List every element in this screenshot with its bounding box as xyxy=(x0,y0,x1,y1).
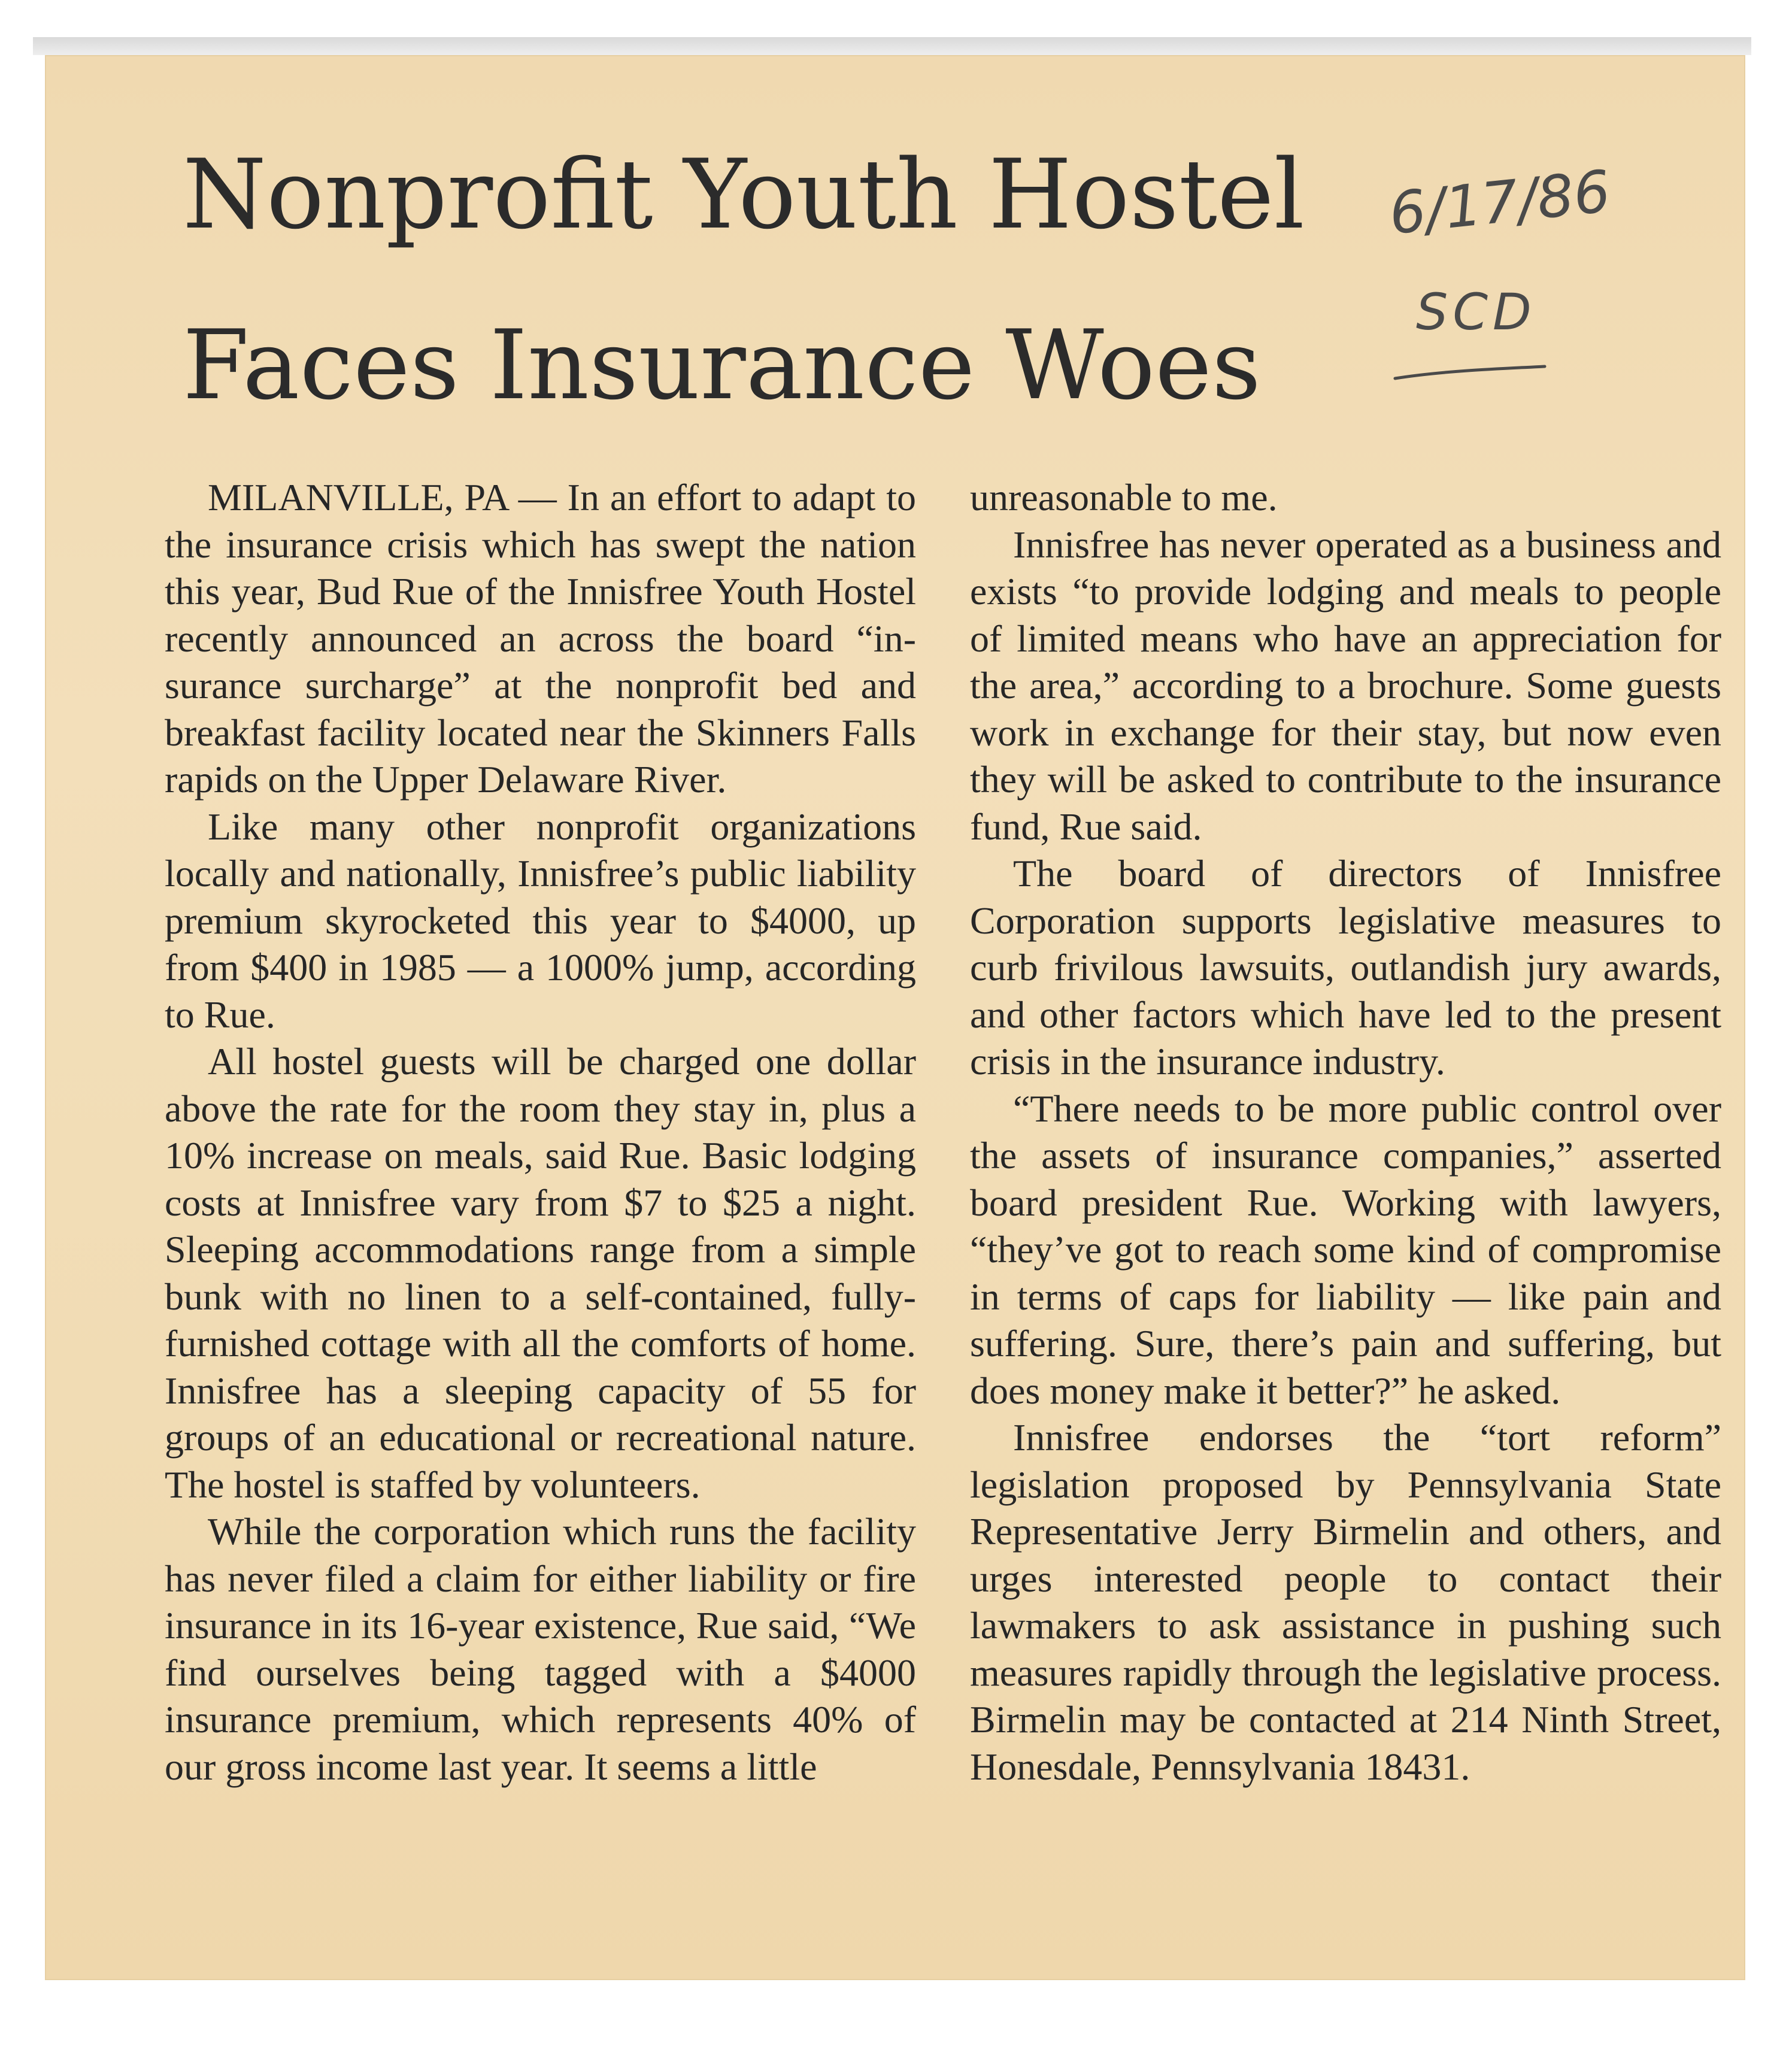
handwritten-initials: SCD xyxy=(1416,283,1536,341)
paragraph-continued: unreasonable to me. xyxy=(970,476,1278,519)
paragraph: The board of directors of Innisfree Corporation supports legislative measures to curb frivilous lawsuits, outlandish jury awards, and other factors which have led to the present crisis in the insurance industry. xyxy=(970,852,1721,1083)
newspaper-clipping xyxy=(45,55,1745,1980)
paragraph: While the corporation which runs the facility has never filed a claim for either liability or fire insurance in its 16-year existence, Rue said, “We find ourselves being tagged with a $4000 insurance premium, which represents 40% of our gross income last year. It seems a little xyxy=(165,1510,916,1788)
paragraph: “There needs to be more public control over the assets of insurance companies,” asserted board president Rue. Working with lawyers, “they’ve got to reach some kind of compromise in terms of caps for liability — like pain and suffering. Sure, there’s pain and suffering, but does money make it better?” he asked. xyxy=(970,1087,1721,1412)
paragraph: Like many other nonprofit organizations locally and nationally, Innisfree’s public liability premium skyrocketed this year to $4000, up from $400 in 1985 — a 1000% jump, according to Rue. xyxy=(165,805,916,1036)
headline-line-1: Nonprofit Youth Hostel xyxy=(183,138,1305,250)
paragraph: MILANVILLE, PA — In an effort to adapt to the insurance crisis which has swept the nation this year, Bud Rue of the Innisfree Youth Hostel recently announced an across the board “insurance surcharge” at the nonprofit bed and breakfast facility located near the Skinners Falls rapids on the Upper Delaware River. xyxy=(165,476,916,801)
article-column-right xyxy=(970,474,1721,1790)
headline-line-2: Faces Insurance Woes xyxy=(183,309,1262,421)
scanner-edge xyxy=(33,37,1751,55)
handwritten-underline-icon xyxy=(1392,360,1548,384)
article-column-left xyxy=(165,474,916,1790)
headline xyxy=(183,109,1380,450)
paragraph: Innisfree has never operated as a business and exists “to provide lodging and meals to people of limited means who have an appreciation for the area,” according to a brochure. Some guests work in exchange for their stay, but now even they will be asked to contribute to the insurance fund, Rue said. xyxy=(970,523,1721,848)
handwritten-date: 6/17/86 xyxy=(1386,157,1614,248)
paragraph: All hostel guests will be charged one dollar above the rate for the room they stay in, plus a 10% increase on meals, said Rue. Basic lodging costs at Innisfree vary from $7 to $25 a night. Sleeping accommodations range from a simple bunk with no linen to a self-contained, fully-furnished cottage with all the comforts of home. Innisfree has a sleeping capacity of 55 for groups of an educational or recreational nature. The hostel is staffed by volunteers. xyxy=(165,1040,916,1506)
paragraph: Innisfree endorses the “tort reform” legislation proposed by Pennsylvania State Representative Jerry Birmelin and others, and urges interested people to contact their lawmakers to ask assistance in pushing such measures rapidly through the legislative process. Birmelin may be contacted at 214 Ninth Street, Honesdale, Pennsylvania 18431. xyxy=(970,1416,1721,1788)
